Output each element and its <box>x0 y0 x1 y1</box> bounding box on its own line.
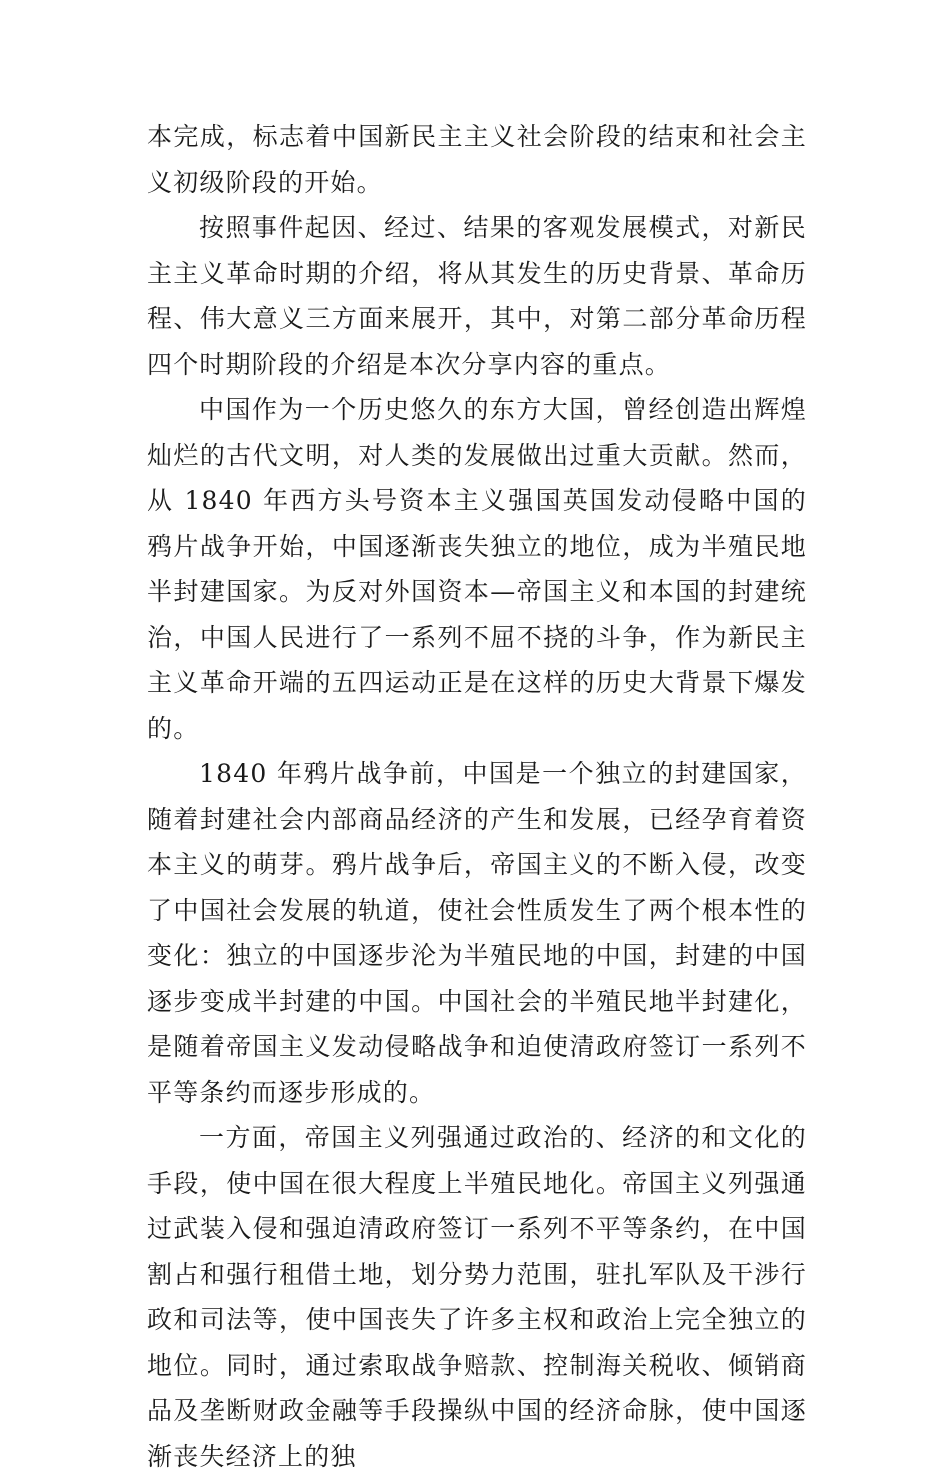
paragraph-semi-colonial-society: 1840 年鸦片战争前，中国是一个独立的封建国家，随着封建社会内部商品经济的产生和发展，已经孕育着资本主义的萌芽。鸦片战争后，帝国主义的不断入侵，改变了中国社会发展的轨道，使社会性质发生了两个根本性的变化：独立的中国逐步沦为半殖民地的中国，封建的中国逐步变成半封建的中国。中国社会的半殖民地半封建化，是随着帝国主义发动侵略战争和迫使清政府签订一系列不平等条约而逐步形成的。 <box>147 759 807 1107</box>
paragraph-historical-background: 中国作为一个历史悠久的东方大国，曾经创造出辉煌灿烂的古代文明，对人类的发展做出过重大贡献。然而，从 1840 年西方头号资本主义强国英国发动侵略中国的鸦片战争开始，中国逐渐丧失独立的地位，成为半殖民地半封建国家。为反对外国资本—帝国主义和本国的封建统治，中国人民进行了一系列不屈不挠的斗争，作为新民主主义革命开端的五四运动正是在这样的历史大背景下爆发的。 <box>147 395 807 743</box>
paragraph-continuation: 本完成，标志着中国新民主主义社会阶段的结束和社会主义初级阶段的开始。 <box>147 122 807 197</box>
paragraph-imperialist-means: 一方面，帝国主义列强通过政治的、经济的和文化的手段，使中国在很大程度上半殖民地化。帝国主义列强通过武装入侵和强迫清政府签订一系列不平等条约，在中国割占和强行租借土地，划分势力范围，驻扎军队及干涉行政和司法等，使中国丧失了许多主权和政治上完全独立的地位。同时，通过索取战争赔款、控制海关税收、倾销商品及垄断财政金融等手段操纵中国的经济命脉，使中国逐渐丧失经济上的独 <box>147 1123 807 1471</box>
document-body <box>147 114 807 1479</box>
paragraph-introduction-structure: 按照事件起因、经过、结果的客观发展模式，对新民主主义革命时期的介绍，将从其发生的历史背景、革命历程、伟大意义三方面来展开，其中，对第二部分革命历程四个时期阶段的介绍是本次分享内容的重点。 <box>147 213 807 379</box>
